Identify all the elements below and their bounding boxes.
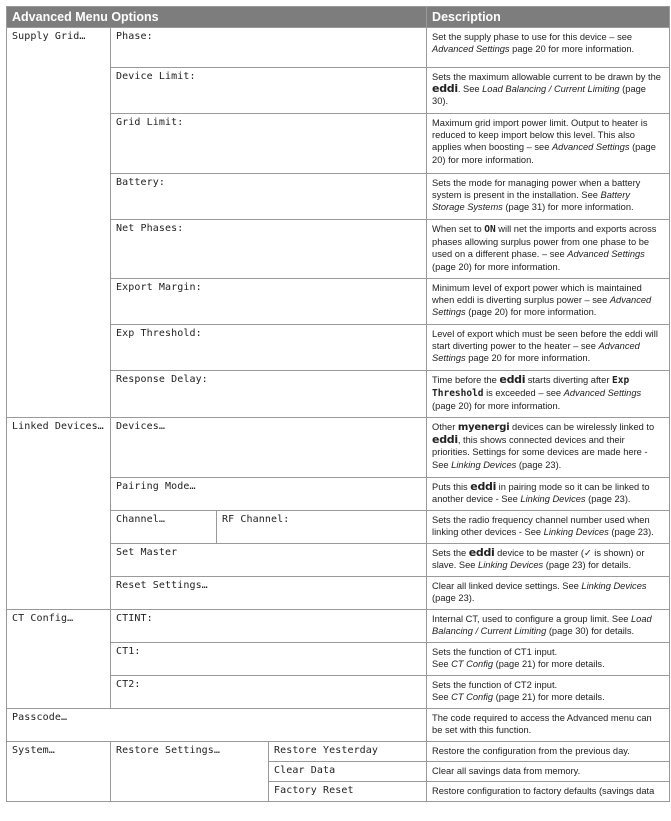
ctint-description: Internal CT, used to configure a group limit. See Load Balancing / Current Limiting (page 30) for details. bbox=[427, 610, 670, 643]
channel-option: Channel… bbox=[111, 511, 217, 544]
ct1-option: CT1: bbox=[111, 643, 427, 676]
exp-threshold-description: Level of export which must be seen before the eddi will start diverting power to the heater – see Advanced Settings page 20 for more information. bbox=[427, 325, 670, 371]
eddi-logo: eddi bbox=[470, 480, 497, 493]
restore-yesterday-option: Restore Yesterday bbox=[269, 742, 427, 762]
exp-threshold-option: Exp Threshold: bbox=[111, 325, 427, 371]
rf-channel-option: RF Channel: bbox=[217, 511, 427, 544]
rf-channel-description: Sets the radio frequency channel number used when linking other devices - See Linking Devices (page 23). bbox=[427, 511, 670, 544]
ct2-option: CT2: bbox=[111, 676, 427, 709]
reset-settings-option: Reset Settings… bbox=[111, 577, 427, 610]
passcode-description: The code required to access the Advanced menu can be set with this function. bbox=[427, 709, 670, 742]
ct2-description: Sets the function of CT2 input. See CT Config (page 21) for more details. bbox=[427, 676, 670, 709]
table-header-row bbox=[7, 7, 670, 28]
system-section: System… bbox=[7, 742, 111, 802]
ctint-option: CTINT: bbox=[111, 610, 427, 643]
grid-limit-option: Grid Limit: bbox=[111, 114, 427, 174]
clear-data-option: Clear Data bbox=[269, 762, 427, 782]
set-master-option: Set Master bbox=[111, 544, 427, 577]
export-margin-option: Export Margin: bbox=[111, 279, 427, 325]
export-margin-description: Minimum level of export power which is maintained when eddi is diverting surplus power – see Advanced Settings (page 20) for more information. bbox=[427, 279, 670, 325]
restore-settings-option: Restore Settings… bbox=[111, 742, 269, 802]
pairing-mode-option: Pairing Mode… bbox=[111, 478, 427, 511]
header-menu-options: Advanced Menu Options bbox=[7, 7, 427, 28]
table-row bbox=[7, 418, 670, 478]
battery-option: Battery: bbox=[111, 174, 427, 220]
supply-grid-section: Supply Grid… bbox=[7, 28, 111, 418]
myenergi-logo: myenergi bbox=[457, 422, 510, 433]
header-description: Description bbox=[427, 7, 670, 28]
device-limit-option: Device Limit: bbox=[111, 68, 427, 114]
eddi-logo: eddi bbox=[432, 82, 458, 96]
grid-limit-description: Maximum grid import power limit. Output to heater is reduced to keep import below this level. This also applies when boosting – see Advanced Settings (page 20) for more information. bbox=[427, 114, 670, 174]
ct-config-section: CT Config… bbox=[7, 610, 111, 709]
advanced-menu-table bbox=[6, 6, 670, 802]
eddi-logo: eddi bbox=[432, 433, 458, 447]
linked-devices-section: Linked Devices… bbox=[7, 418, 111, 610]
devices-option: Devices… bbox=[111, 418, 427, 478]
table-row bbox=[7, 28, 670, 68]
phase-option: Phase: bbox=[111, 28, 427, 68]
restore-yesterday-description: Restore the configuration from the previous day. bbox=[427, 742, 670, 762]
set-master-description: Sets the eddi device to be master (✓ is shown) or slave. See Linking Devices (page 23) for details. bbox=[427, 544, 670, 577]
response-delay-description: Time before the eddi starts diverting after Exp Threshold is exceeded – see Advanced Settings (page 20) for more information. bbox=[427, 371, 670, 418]
net-phases-option: Net Phases: bbox=[111, 220, 427, 279]
factory-reset-option: Factory Reset bbox=[269, 782, 427, 802]
eddi-logo: eddi bbox=[468, 546, 495, 559]
net-phases-description: When set to ON will net the imports and exports across phases allowing surplus power from one phase to be used on a different phase. – see Advanced Settings (page 20) for more information. bbox=[427, 220, 670, 279]
factory-reset-description: Restore configuration to factory defaults (savings data bbox=[427, 782, 670, 802]
pairing-mode-description: Puts this eddi in pairing mode so it can be linked to another device - See Linking Devices (page 23). bbox=[427, 478, 670, 511]
eddi-logo: eddi bbox=[499, 373, 526, 386]
table-row bbox=[7, 742, 670, 762]
response-delay-option: Response Delay: bbox=[111, 371, 427, 418]
device-limit-description: Sets the maximum allowable current to be drawn by the eddi. See Load Balancing / Current Limiting (page 30). bbox=[427, 68, 670, 114]
reset-settings-description: Clear all linked device settings. See Linking Devices (page 23). bbox=[427, 577, 670, 610]
passcode-section: Passcode… bbox=[7, 709, 427, 742]
ct1-description: Sets the function of CT1 input. See CT Config (page 21) for more details. bbox=[427, 643, 670, 676]
table-row bbox=[7, 610, 670, 643]
clear-data-description: Clear all savings data from memory. bbox=[427, 762, 670, 782]
table-row bbox=[7, 709, 670, 742]
phase-description: Set the supply phase to use for this device – see Advanced Settings page 20 for more information. bbox=[427, 28, 670, 68]
devices-description: Other myenergi devices can be wirelessly linked to eddi, this shows connected devices and their priorities. Settings for some devices are made here - See Linking Devices (page 23). bbox=[427, 418, 670, 478]
battery-description: Sets the mode for managing power when a battery system is present in the installation. See Battery Storage Systems (page 31) for more information. bbox=[427, 174, 670, 220]
